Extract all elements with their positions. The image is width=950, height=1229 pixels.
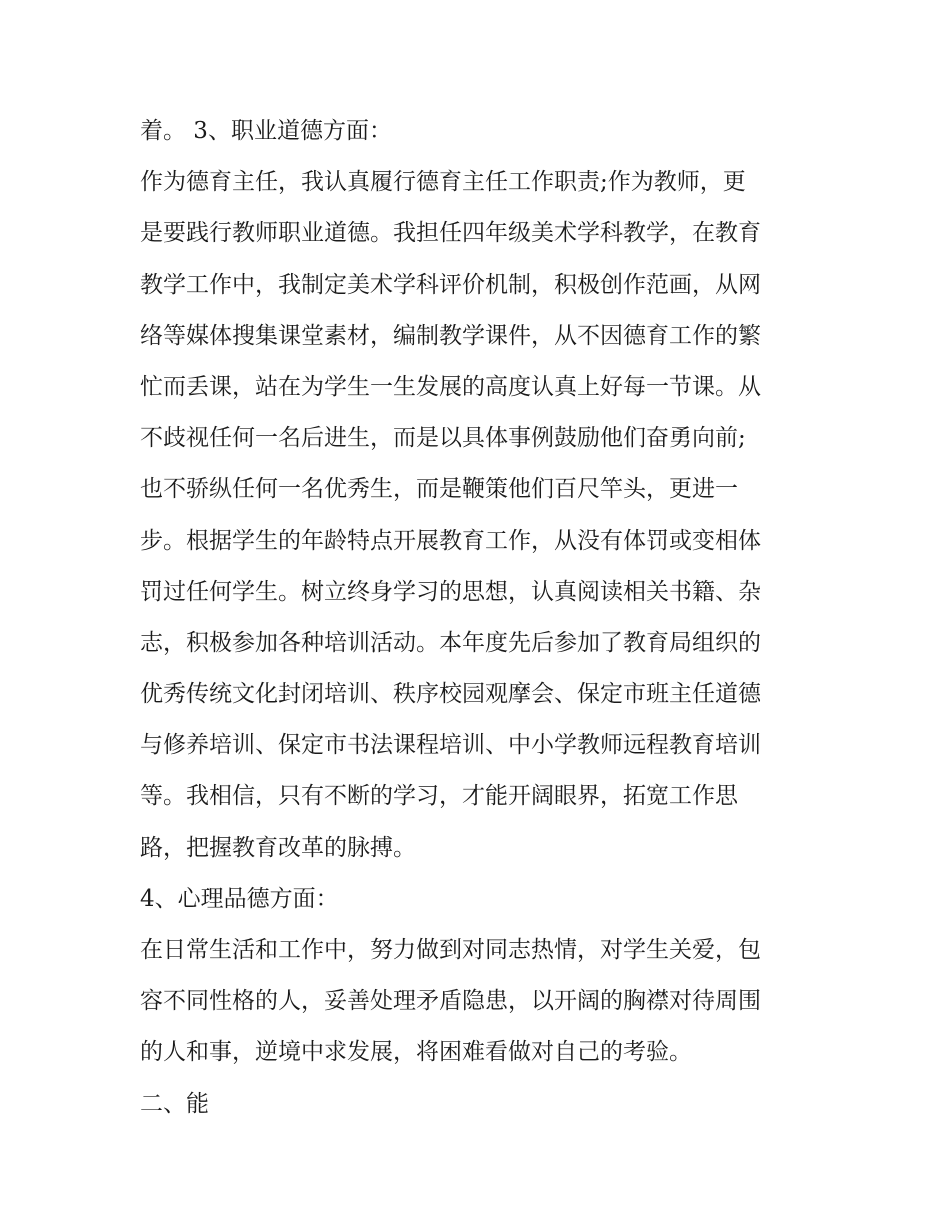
body-text — [140, 106, 820, 1130]
text-line: 容不同性格的人，妥善处理矛盾隐患，以开阔的胸襟对待周围 — [140, 988, 761, 1015]
text-line: 着。 3、职业道德方面： — [140, 118, 392, 144]
text-line: 作为德育主任，我认真履行德育主任工作职责;作为教师，更 — [140, 169, 746, 196]
text-line: 教学工作中，我制定美术学科评价机制，积极创作范画，从网 — [140, 271, 761, 298]
section-heading: 4、心理品德方面： — [140, 885, 339, 912]
text-line: 的人和事，逆境中求发展，将困难看做对自己的考验。 — [140, 1039, 692, 1066]
text-line: 路，把握教育改革的脉搏。 — [140, 834, 416, 861]
text-line: 志，积极参加各种培训活动。本年度先后参加了教育局组织的 — [140, 629, 761, 656]
text-line: 步。根据学生的年龄特点开展教育工作，从没有体罚或变相体 — [140, 527, 761, 554]
text-line: 在日常生活和工作中，努力做到对同志热情，对学生关爱，包 — [140, 937, 761, 963]
text-line: 不歧视任何一名后进生，而是以具体事例鼓励他们奋勇向前; — [140, 425, 746, 452]
text-line: 与修养培训、保定市书法课程培训、中小学教师远程教育培训 — [140, 732, 761, 759]
text-line: 也不骄纵任何一名优秀生，而是鞭策他们百尺竿头，更进一 — [140, 476, 738, 503]
text-line: 优秀传统文化封闭培训、秩序校园观摩会、保定市班主任道德 — [140, 681, 761, 708]
text-line: 等。我相信，只有不断的学习，才能开阔眼界，拓宽工作思 — [140, 783, 738, 810]
text-line: 忙而丢课，站在为学生一生发展的高度认真上好每一节课。从 — [140, 373, 761, 400]
text-line: 络等媒体搜集课堂素材，编制教学课件，从不因德育工作的繁 — [140, 322, 761, 349]
section-heading: 二、能 — [140, 1090, 209, 1117]
text-line: 是要践行教师职业道德。我担任四年级美术学科教学，在教育 — [140, 220, 761, 247]
text-line: 罚过任何学生。树立终身学习的思想，认真阅读相关书籍、杂 — [140, 578, 761, 605]
